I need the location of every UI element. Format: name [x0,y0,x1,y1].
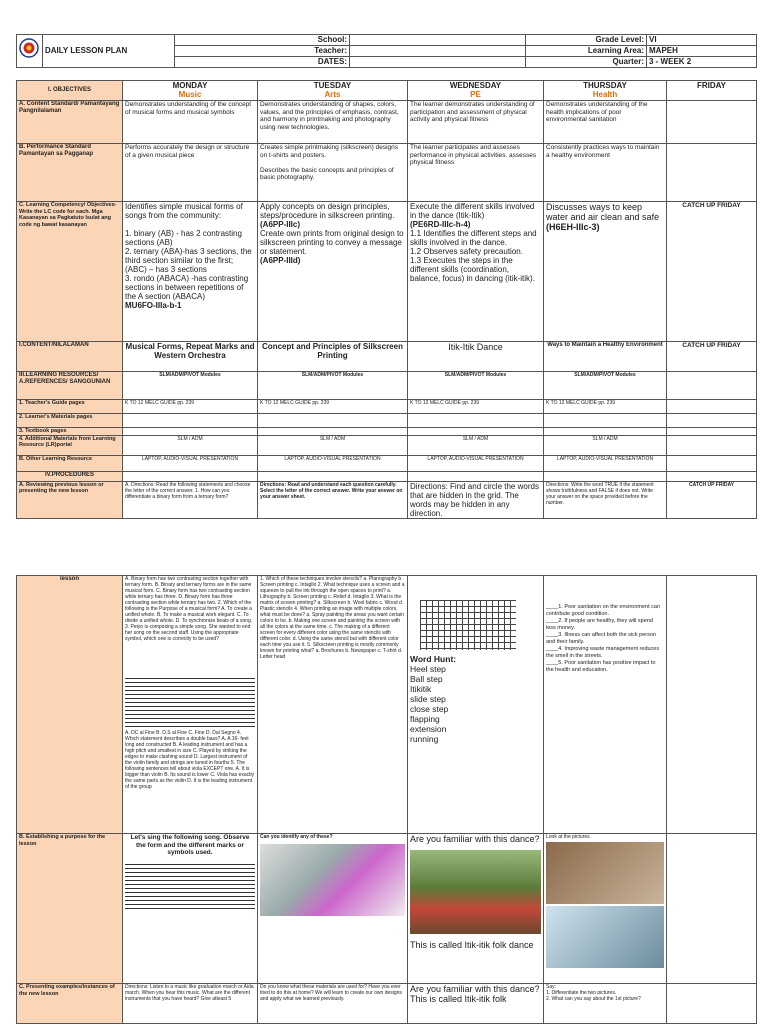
competency-mon: Identifies simple musical forms of songs from the community: 1. binary (AB) - has 2 contrasting sections (AB) 2. ternary (ABA)-has 3 sections, the third section similar to the first; (ABC) – has 3 sections 3. rondo (ABACA) -has contrasting sections in between repetitions of the A section (ABACA) MU6FO-IIIa-b-1 [123,202,258,342]
other-resource-fri [667,456,757,472]
school-label: School: [175,35,350,46]
tg-label: 1. Teacher's Guide pages [17,400,123,414]
grade-label: Grade Level: [526,35,647,46]
area-label: Learning Area: [526,46,647,57]
itik-itik-dance-image [410,850,541,934]
grade-value[interactable]: VI [647,35,757,46]
header-table [16,34,757,68]
purpose-wed-text: Are you familiar with this dance? [410,834,540,844]
purpose-wed [408,834,544,984]
review-mon-body [123,576,258,834]
additional-mon: SLM / ADM [123,436,258,456]
word-item: slide step [410,694,446,704]
quarter-value[interactable]: 3 - WEEK 2 [647,57,757,68]
presenting-mon: Directions: Listen to a music like graduation march or Aida march. When you hear this music. What are the different instruments that you have heard? Give atleast 5 [123,984,258,1024]
additional-fri [667,436,757,456]
presenting-label: C. Presenting examples/instances of the new lesson [17,984,123,1024]
header-area [16,34,756,68]
performance-standard-label: B. Performance Standard Pamantayan sa Pagganap [17,144,123,202]
purpose-mon-text: Let's sing the following song. Observe the form and the different marks or symbols used. [130,834,250,856]
tg-thu: K TO 12 MELC GUIDE pp. 239 [544,400,667,414]
school-seal-icon [19,35,39,61]
content-standard-wed: The learner demonstrates understanding of participation and assessment of physical activity and physical fitness [408,101,544,144]
competency-thu: Discusses ways to keep water and air clean and safe (H6EH-IIIc-3) [544,202,667,342]
deped-logo-cell [17,35,43,68]
performance-standard-tue: Creates simple printmaking (silkscreen) designs on t-shirts and posters. Describes the basic concepts and principles of basic photography. [258,144,408,202]
word-item: flapping [410,714,440,724]
resources-wed: SLM/ADM/PIVOT Modules [408,372,544,400]
dirty-water-image [546,842,664,904]
other-resource-thu: LAPTOP, AUDIO-VISUAL PRESENTATION [544,456,667,472]
word-hunt-title: Word Hunt: [410,654,457,664]
thu-item: ____4. Improving waste management reduces the smell in the streets. [546,646,660,659]
resources-thu: SLM/ADM/PIVOT Modules [544,372,667,400]
review-tue-body [258,576,408,834]
purpose-wed-caption: This is called Itik-itik folk dance [410,940,534,950]
review-wed-body [408,576,544,834]
lesson-table-page2 [16,575,756,1024]
competency-tue: Apply concepts on design principles, steps/procedure in silkscreen printing. (A6PP-IIIc) Create own prints from original design to silkscreen printing to convey a message or statement. (A6PP-IIId) [258,202,408,342]
content-thu: Ways to Maintain a Healthy Environment [544,342,667,372]
performance-standard-thu: Consistently practices ways to maintain a healthy environment [544,144,667,202]
tg-mon: K TO 12 MELC GUIDE pp. 239 [123,400,258,414]
presenting-thu: Say: 1. Differentiate the two pictures. 2. What can you say about the 1st picture? [544,984,667,1024]
thu-item: ____5. Poor sanitation has positive impact to the health and education. [546,660,656,673]
objectives-heading: I. OBJECTIVES [17,81,123,101]
additional-label: 4. Additional Materials from Learning Resource (LR)portal [17,436,123,456]
area-value[interactable]: MAPEH [647,46,757,57]
tue-quiz: 1. Which of these techniques involve stencils? a. Planography b. Screen printing c. Intaglio 2. What technique uses a screen and a squeeze to pull the ink through the open spaces to print? a. Lithography b. Screen printing c. Relief d. Intaglio 3. What is the matrix of screen printing? a. Silkscreen b. Wool fabric c. Wood d. Plastic stencils 4. When printing an image with multiple colors, what must be done? a. Spray painting the areas you want certain colors to be. b. Making one screen and painting the screen with all the colors at the same time. c. The making of a different screen for every different color using the same stencils with different color. d. Using the same stencil but with different color each time you use it. 5. Silkscreen printing is mostly commonly known for printing what? a. Brochures b. Newspaper c. T-shirt d. Letter head [260,576,405,660]
word-item: running [410,734,439,744]
presenting-tue: Do you know what these materials are used for? Have you ever tried to do this at home? We will learn to create our own designs and apply what we learned previously. [258,984,408,1024]
review-tue: Directions: Read and understand each question carefully. Select the letter of the correct answer. Write your answer on your answer sheet. [258,482,408,519]
presenting-wed: Are you familiar with this dance? This is called Itik-itik folk [408,984,544,1024]
mon-quiz-part1: A. Binary form has two contrasting section together with ternary form. B. Binary and ternary forms are in the same musical form. C. Binary form has two contrasting section while ternary has three. D. Binary form has three contrasting section while ternary has two. 2. Which of the following is the Purpose of a musical form? A. To create a unified whole. B. To make a musical work elegant. C. To divide a unified whole. D. To synchronize beats of a song. 3. Peiyo is composing a simple song. She wanted to end her song on the second staff. Using the appropriate symbol, which one is correctly to be used? [125,576,253,642]
teacher-label: Teacher: [175,46,350,57]
review-label-continued: lesson [17,576,123,834]
day-tuesday: TUESDAY Arts [258,81,408,101]
purpose-thu [544,834,667,984]
clean-water-image [546,906,664,968]
word-item: Itikitik [410,684,432,694]
day-wednesday: WEDNESDAY PE [408,81,544,101]
content-standard-mon: Demonstrates understanding of the concept of musical forms and musical symbols [123,101,258,144]
purpose-fri [667,834,757,984]
other-resource-label: B. Other Learning Resource [17,456,123,472]
word-item: Heel step [410,664,446,674]
other-resource-wed: LAPTOP, AUDIO-VISUAL PRESENTATION [408,456,544,472]
resources-fri [667,372,757,400]
teacher-value[interactable] [350,46,526,57]
review-thu: Directions: Write the word TRUE if the statement shows truthfulness and FALSE if does not. Write your answer on the space provided before the number. [544,482,667,519]
competency-label: C. Learning Competency/ Objectives- Write the LC code for each. Mga Kasanayan sa Pagkatuto Isulat ang code ng bawat kasanayan [17,202,123,342]
tg-tue: K TO 12 MELC GUIDE pp. 239 [258,400,408,414]
other-resource-tue: LAPTOP, AUDIO-VISUAL PRESENTATION [258,456,408,472]
content-fri: CATCH UP FRIDAY [667,342,757,372]
doc-title: DAILY LESSON PLAN [43,35,175,68]
day-thursday: THURSDAY Health [544,81,667,101]
procedures-heading: IV.PROCEDURES [17,472,123,482]
word-item: close step [410,704,449,714]
review-label: A. Reviewing previous lesson or presenting the new lesson [17,482,123,519]
review-fri-body [667,576,757,834]
additional-thu: SLM / ADM [544,436,667,456]
tg-fri [667,400,757,414]
review-fri: CATCH UP FRIDAY [667,482,757,519]
additional-wed: SLM / ADM [408,436,544,456]
thu-item: ____2. If people are healthy, they will spend less money. [546,618,653,631]
purpose-label: B. Establishing a purpose for the lesson [17,834,123,984]
purpose-tue [258,834,408,984]
content-wed: Itik-Itik Dance [408,342,544,372]
thu-item: ____1. Poor sanitation on the environment can contribute good condition. [546,604,661,617]
dates-label: DATES: [175,57,350,68]
content-standard-fri [667,101,757,144]
performance-standard-wed: The learner participates and assesses performance in physical activities. assesses physical fitness [408,144,544,202]
quarter-label: Quarter: [526,57,647,68]
content-label: I.CONTENT/NILALAMAN [17,342,123,372]
lesson-table-page1 [16,80,756,519]
content-standard-tue: Demonstrates understanding of shapes, colors, values, and the principles of emphasis, contrast, and harmony in printmaking and photography using new technologies. [258,101,408,144]
purpose-tue-text: Can you identify any of these? [260,834,333,840]
content-mon: Musical Forms, Repeat Marks and Western Orchestra [123,342,258,372]
performance-standard-fri [667,144,757,202]
resources-label: III.LEARNING RESOURCES/ A.REFERENCES/ SANGGUNIAN [17,372,123,400]
mon-quiz-part2: A. DC al Fine B. D.S al Fine C. Fine D. Dal Segno 4. Which statement describes a double bass? A. A 16- feet long and constructed B. A leading instrument and has a high pitch and smallest in size C. Played by striking the edges to make clashing sound D. Largest instrument of the violin family and strings are tuned in fourths 5. The following sentences tell about viola EXCEPT one. A. It is bigger than violin B. Its sound is lower C. Viola has exactly the same parts as the violin D. It is the leading instrument of the group [125,730,255,790]
purpose-thu-text: Look at the pictures. [546,834,592,840]
performance-standard-mon: Performs accurately the design or structure of a given musical piece [123,144,258,202]
music-staff-image [125,675,255,727]
word-item: Ball step [410,674,443,684]
purpose-mon [123,834,258,984]
resources-tue: SLM/ADM/PIVOT Modules [258,372,408,400]
day-friday: FRIDAY [667,81,757,101]
day-monday: MONDAY Music [123,81,258,101]
school-value[interactable] [350,35,526,46]
song-sheet-image [125,861,255,909]
presenting-fri [667,984,757,1024]
review-mon: A. Directions: Read the following statements and choose the letter of the correct answer. 1. How can you differentiate a binary form from a ternary form? [123,482,258,519]
review-thu-body [544,576,667,834]
textbook-label: 3. Textbook pages [17,428,123,436]
resources-mon: SLM/ADM/PIVOT Modules [123,372,258,400]
tg-wed: K TO 12 MELC GUIDE pp. 239 [408,400,544,414]
dates-value[interactable] [350,57,526,68]
word-grid-image [420,600,516,650]
word-list [410,664,541,744]
review-wed: Directions: Find and circle the words that are hidden in the grid. The words may be hidden in any direction. [408,482,544,519]
thu-item: ____3. Illness can affect both the sick person and their family. [546,632,656,645]
content-tue: Concept and Principles of Silkscreen Printing [258,342,408,372]
competency-fri: CATCH UP FRIDAY [667,202,757,342]
word-item: extension [410,724,447,734]
content-standard-label: A. Content Standard/ Pamantayang Pangnilalaman [17,101,123,144]
competency-wed: Execute the different skills involved in the dance (Itik-Itik) (PE6RD-IIIc-h-4) 1.1 Identifies the different steps and skills involved in the dance. 1.2 Observes safety precaution. 1.3 Executes the steps in the different skills (coordination, balance, focus) in dancing (itik-itik). [408,202,544,342]
silkscreen-materials-image [260,844,405,916]
content-standard-thu: Demonstrates understanding of the health implications of poor environmental sanitation [544,101,667,144]
other-resource-mon: LAPTOP, AUDIO-VISUAL PRESENTATION [123,456,258,472]
additional-tue: SLM / ADM [258,436,408,456]
lm-label: 2. Learner's Materials pages [17,414,123,428]
